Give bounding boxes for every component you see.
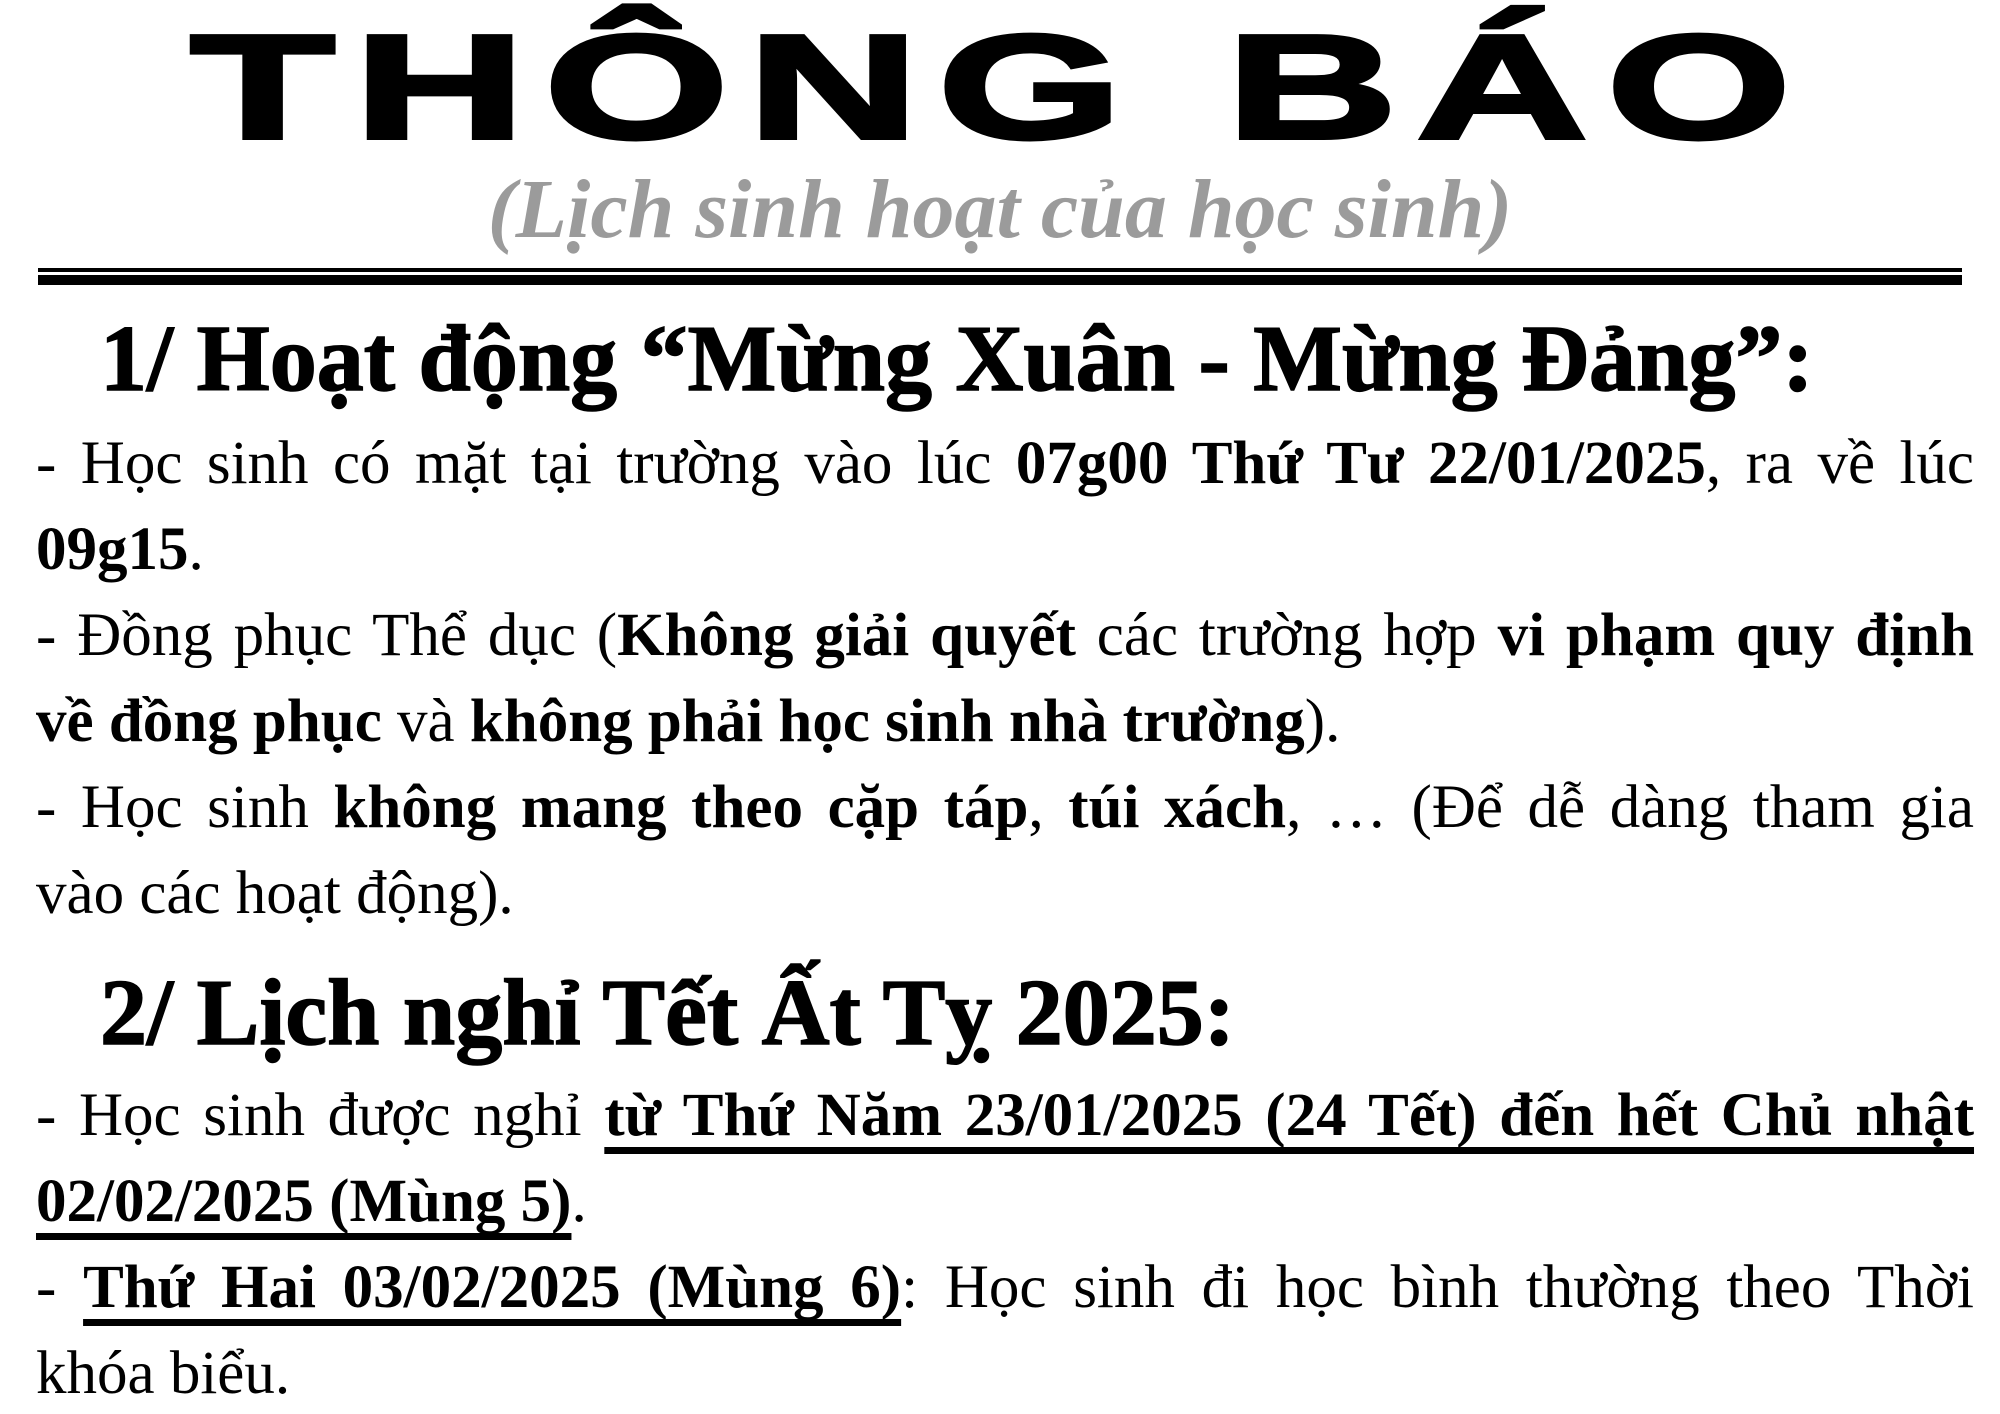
text-line xyxy=(36,1331,1974,1414)
text-run: túi xách xyxy=(1068,774,1287,841)
text-run: và xyxy=(381,688,470,755)
text-run: - Đồng phục Thể dục ( xyxy=(36,602,618,669)
text-run: . xyxy=(571,1168,587,1235)
paragraph xyxy=(36,593,1974,765)
text-run: - xyxy=(36,1254,84,1321)
text-run: vào các hoạt động). xyxy=(36,860,514,927)
text-run: các trường hợp xyxy=(1075,602,1498,669)
text-line xyxy=(36,679,1974,765)
text-run: từ Thứ Năm 23/01/2025 (24 Tết) đến hết Chủ nhật xyxy=(604,1082,1975,1149)
text-line xyxy=(36,507,1974,593)
text-line xyxy=(36,1245,1974,1331)
text-line xyxy=(36,1073,1974,1159)
text-run: - Học sinh xyxy=(36,774,334,841)
text-run: không phải học sinh nhà trường xyxy=(469,688,1305,755)
page-subtitle: (Lịch sinh hoạt của học sinh) xyxy=(487,163,1513,256)
paragraph xyxy=(36,765,1974,937)
text-line xyxy=(36,765,1974,851)
text-line xyxy=(36,593,1974,679)
divider-thick-line xyxy=(38,275,1962,285)
section-tet-holiday xyxy=(0,957,2000,1414)
text-run: về đồng phục xyxy=(36,688,382,755)
page-title-text: THÔNG BÁO xyxy=(190,5,1810,170)
text-run: , ra về lúc xyxy=(1705,430,1974,497)
text-run: 07g00 Thứ Tư 22/01/2025 xyxy=(1015,430,1706,497)
paragraph xyxy=(36,1245,1974,1414)
text-line xyxy=(36,1159,1974,1245)
page-title xyxy=(0,5,2000,170)
text-line xyxy=(36,851,1974,937)
text-run: 02/02/2025 (Mùng 5) xyxy=(36,1168,572,1235)
text-run: Không giải quyết xyxy=(617,602,1076,669)
text-run: không mang theo cặp táp xyxy=(333,774,1029,841)
text-run: 09g15 xyxy=(36,516,189,583)
section-activity-heading: 1/ Hoạt động “Mừng Xuân - Mừng Đảng”: xyxy=(100,307,1814,411)
section-tet-holiday-heading: 2/ Lịch nghỉ Tết Ất Tỵ 2025: xyxy=(100,961,1236,1065)
text-run: , xyxy=(1028,774,1069,841)
text-line xyxy=(36,421,1974,507)
text-run: - Học sinh được nghỉ xyxy=(36,1082,605,1149)
paragraph xyxy=(36,421,1974,593)
text-run: - Học sinh có mặt tại trường vào lúc xyxy=(36,430,1016,497)
text-run: Thứ Hai 03/02/2025 (Mùng 6) xyxy=(83,1254,902,1321)
text-run: , … (Để dễ dàng tham gia xyxy=(1286,774,1974,841)
text-run: : Học sinh đi học bình thường theo Thời xyxy=(901,1254,1974,1321)
text-run: khóa biểu. xyxy=(36,1340,291,1407)
section-activity xyxy=(0,303,2000,937)
text-run: . xyxy=(188,516,204,583)
text-run: vi phạm quy định xyxy=(1497,602,1975,669)
section-activity-body xyxy=(36,421,1974,937)
section-tet-holiday-body xyxy=(36,1073,1974,1414)
paragraph xyxy=(36,1073,1974,1245)
divider-double-rule xyxy=(38,268,1962,285)
text-run: ). xyxy=(1304,688,1341,755)
